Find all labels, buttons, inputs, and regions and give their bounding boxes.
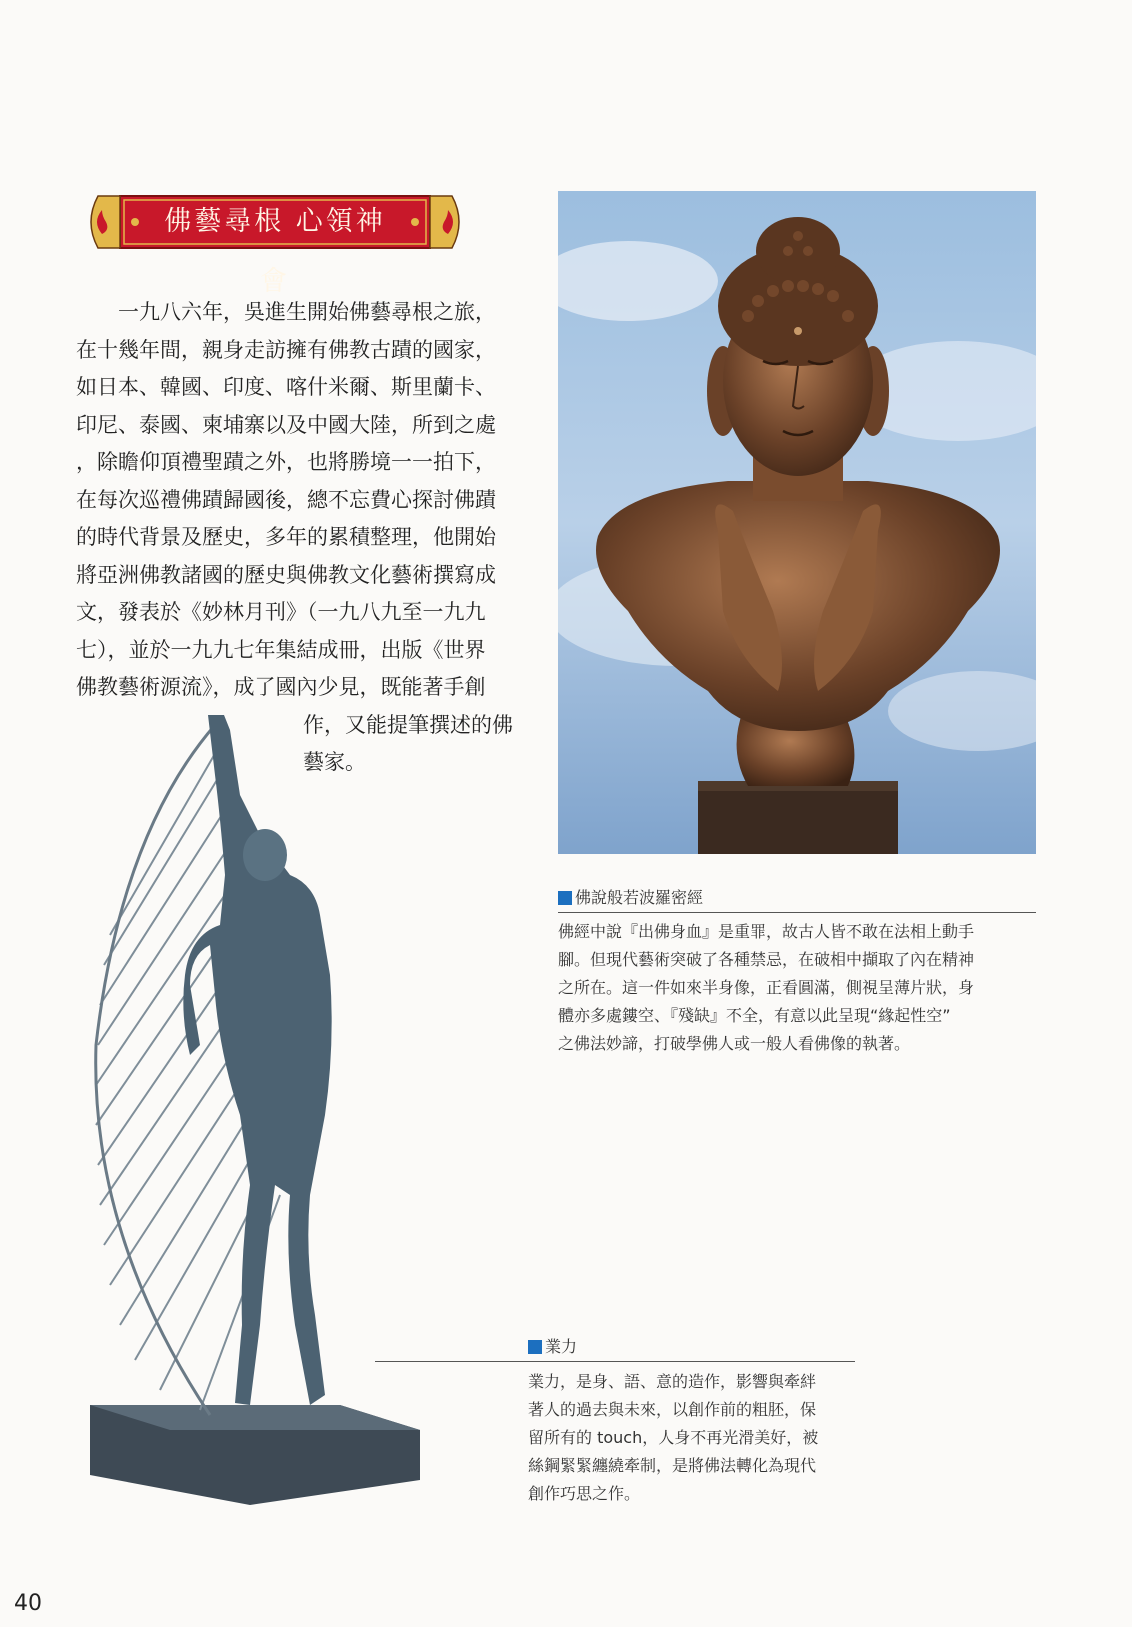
intro-line: 將亞洲佛教諸國的歷史與佛教文化藝術撰寫成: [76, 562, 496, 587]
intro-line: 七），並於一九九七年集結成冊，出版《世界: [76, 637, 486, 662]
caption-karma-rule: [375, 1361, 855, 1362]
caption-line: 之佛法妙諦，打破學佛人或一般人看佛像的執著。: [558, 1034, 911, 1053]
banner-title: 佛藝尋根 心領神會: [164, 206, 386, 297]
caption-marker-icon: [558, 891, 572, 905]
caption-buddha-rule: [558, 912, 1036, 913]
caption-line: 創作巧思之作。: [528, 1484, 641, 1503]
intro-line: 文，發表於《妙林月刊》（一九八九至一九九: [76, 600, 486, 624]
page-number: 40: [14, 1591, 42, 1616]
caption-line: 體亦多處鏤空、『殘缺』不全，有意以此呈現“緣起性空”: [558, 1006, 951, 1025]
intro-line: 的時代背景及歷史，多年的累積整理，他開始: [76, 525, 496, 549]
intro-line: 印尼、泰國、柬埔寨以及中國大陸，所到之處: [76, 412, 496, 437]
intro-paragraph: [76, 294, 521, 782]
intro-line: 一九八六年，吳進生開始佛藝尋根之旅，: [118, 300, 496, 324]
intro-line: 如日本、韓國、印度、喀什米爾、斯里蘭卡、: [76, 375, 496, 399]
caption-line: 絲鋼緊緊纏繞牽制，是將佛法轉化為現代: [528, 1456, 817, 1475]
intro-line: 在每次巡禮佛蹟歸國後，總不忘費心探討佛蹟: [76, 487, 496, 512]
caption-karma-title-text: 業力: [545, 1337, 578, 1356]
caption-line: 留所有的 touch，人身不再光滑美好，被: [528, 1428, 819, 1447]
caption-marker-icon: [528, 1340, 542, 1354]
intro-line: ，除瞻仰頂禮聖蹟之外，也將勝境一一拍下，: [76, 450, 496, 474]
caption-line: 之所在。這一件如來半身像，正看圓滿，側視呈薄片狀，身: [558, 978, 975, 997]
section-title-banner: [80, 192, 470, 297]
buddha-bust-photo: [558, 191, 1036, 854]
karma-sculpture-photo: [90, 715, 420, 1530]
caption-line: 佛經中說『出佛身血』是重罪，故古人皆不敢在法相上動手: [558, 922, 975, 941]
caption-line: 業力，是身、語、意的造作，影響與牽絆: [528, 1372, 817, 1391]
caption-buddha-title: [558, 885, 703, 908]
intro-line: 在十幾年間，親身走訪擁有佛教古蹟的國家，: [76, 337, 496, 362]
caption-karma-body: [528, 1368, 868, 1508]
caption-karma-title: [528, 1334, 577, 1357]
intro-line: 佛教藝術源流》，成了國內少見，既能著手創: [76, 675, 486, 699]
caption-buddha-title-text: 佛說般若波羅密經: [575, 888, 704, 907]
intro-line: 作，又能提筆撰述的佛: [303, 712, 513, 737]
caption-buddha-body: [558, 918, 1038, 1058]
caption-line: 腳。但現代藝術突破了各種禁忌，在破相中擷取了內在精神: [558, 950, 975, 969]
intro-line: 藝家。: [303, 750, 366, 774]
caption-line: 著人的過去與未來，以創作前的粗胚，保: [528, 1400, 817, 1419]
